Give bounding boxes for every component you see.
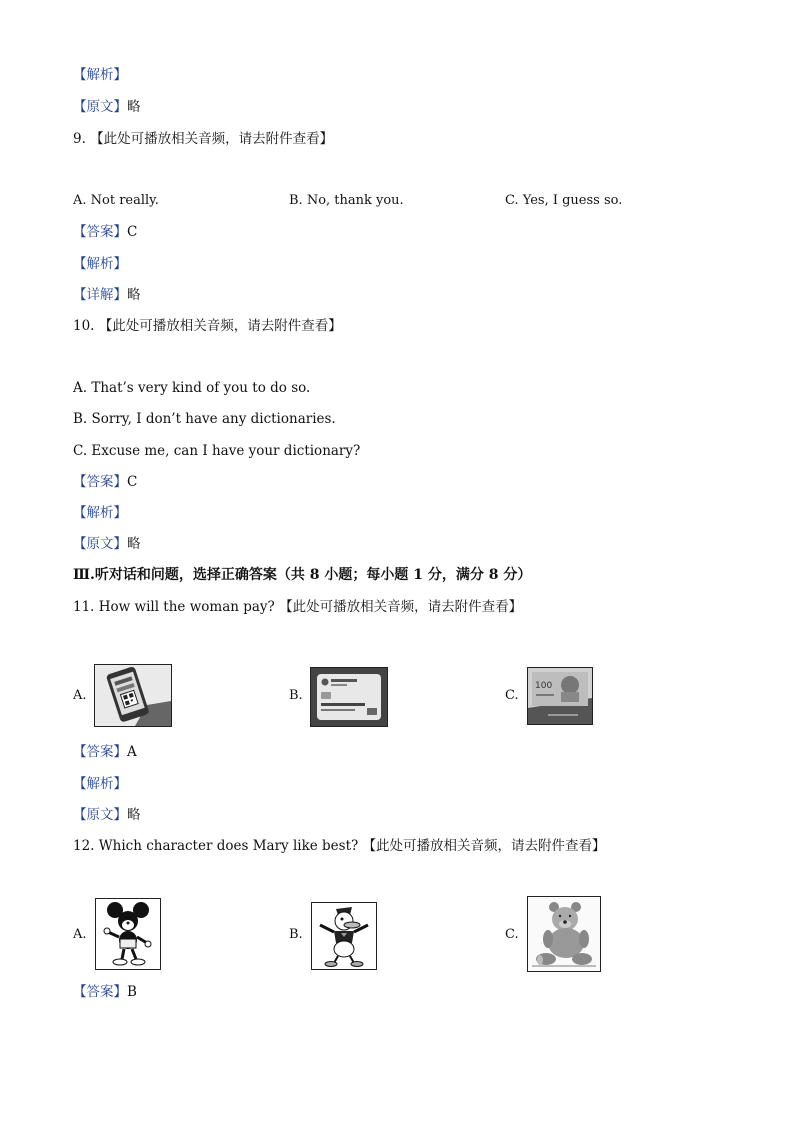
q12-stem: 12. Which character does Mary like best? 【此处可播放相关音频，请去附件查看】 — [73, 838, 606, 854]
q9-detail: 【详解】略 — [73, 287, 141, 303]
q10-option-a: A. That’s very kind of you to do so. — [73, 380, 311, 396]
phone-qr-payment-icon — [94, 664, 172, 727]
q11-option-a-letter: A. — [73, 688, 87, 703]
q10-option-c: C. Excuse me, can I have your dictionary? — [73, 443, 361, 459]
q9-analysis-label: 【解析】 — [73, 256, 127, 272]
q12-option-b-letter: B. — [289, 927, 303, 942]
q10-option-b: B. Sorry, I don’t have any dictionaries. — [73, 411, 336, 427]
q10-analysis-label: 【解析】 — [73, 505, 127, 521]
q9-option-b: B. No, thank you. — [289, 193, 404, 208]
q11-answer: 【答案】A — [73, 744, 137, 760]
q12-answer: 【答案】B — [73, 984, 137, 1000]
q9-stem: 9. 【此处可播放相关音频，请去附件查看】 — [73, 131, 334, 147]
banknote-icon — [527, 667, 593, 725]
mickey-mouse-icon — [95, 898, 161, 970]
q12-option-a-letter: A. — [73, 927, 87, 942]
donald-duck-icon — [311, 902, 377, 970]
q12-option-c-letter: C. — [505, 927, 519, 942]
svg-text:100: 100 — [535, 681, 553, 691]
q9-option-c: C. Yes, I guess so. — [505, 193, 623, 208]
winnie-the-pooh-icon — [527, 896, 601, 972]
q10-answer: 【答案】C — [73, 474, 138, 490]
q11-transcript: 【原文】略 — [73, 807, 141, 823]
analysis-label: 【解析】 — [73, 67, 127, 83]
q11-stem: 11. How will the woman pay? 【此处可播放相关音频，请去附件查看】 — [73, 599, 523, 615]
q9-option-a: A. Not really. — [73, 193, 159, 208]
q9-answer: 【答案】C — [73, 224, 138, 240]
q11-option-b-letter: B. — [289, 688, 303, 703]
q10-transcript: 【原文】略 — [73, 536, 141, 552]
q10-stem: 10. 【此处可播放相关音频，请去附件查看】 — [73, 318, 342, 334]
q11-option-c-letter: C. — [505, 688, 519, 703]
section-3-title: Ⅲ.听对话和问题，选择正确答案（共 8 小题；每小题 1 分，满分 8 分） — [73, 567, 532, 583]
transcript-line: 【原文】略 — [73, 99, 141, 115]
q11-analysis-label: 【解析】 — [73, 776, 127, 792]
bank-card-icon — [310, 667, 388, 727]
